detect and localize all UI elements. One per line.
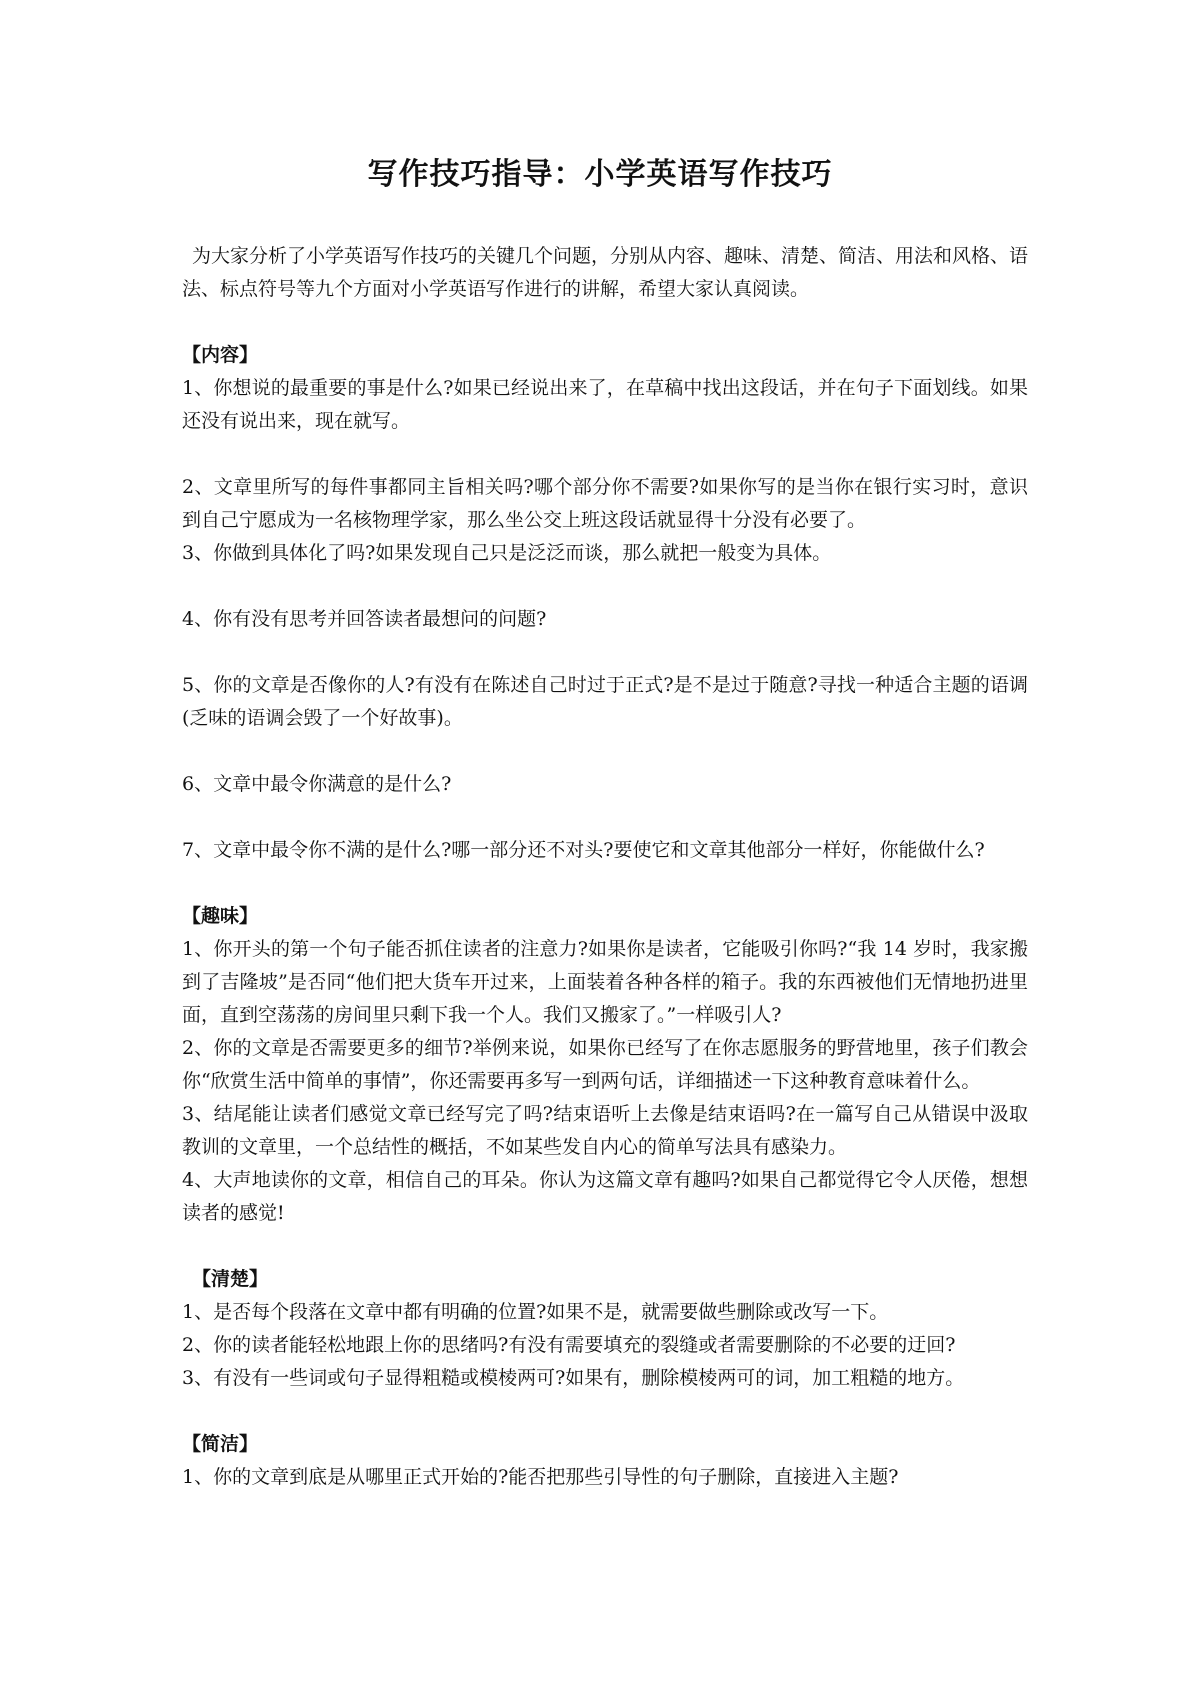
interest-item-1: 1、你开头的第一个句子能否抓住读者的注意力?如果你是读者，它能吸引你吗?“我 14 岁时，我家搬到了吉隆坡”是否同“他们把大货车开过来，上面装着各种各样的箱子。我的东西被他们无情地扔进里面，直到空荡荡的房间里只剩下我一个人。我们又搬家了。”一样吸引人? <box>182 938 1028 1026</box>
section-heading-clarity: 【清楚】 <box>192 1268 269 1290</box>
content-item-5: 5、你的文章是否像你的人?有没有在陈述自己时过于正式?是不是过于随意?寻找一种适合主题的语调(乏味的语调会毁了一个好故事)。 <box>182 674 1028 729</box>
document-body <box>182 240 1028 1494</box>
content-item-1: 1、你想说的最重要的事是什么?如果已经说出来了，在草稿中找出这段话，并在句子下面划线。如果还没有说出来，现在就写。 <box>182 377 1028 432</box>
spacer <box>182 867 1028 900</box>
spacer <box>182 801 1028 834</box>
spacer <box>182 1395 1028 1428</box>
clarity-item-2: 2、你的读者能轻松地跟上你的思绪吗?有没有需要填充的裂缝或者需要删除的不必要的迂回? <box>182 1334 956 1356</box>
spacer <box>182 306 1028 339</box>
concise-item-1: 1、你的文章到底是从哪里正式开始的?能否把那些引导性的句子删除，直接进入主题? <box>182 1466 899 1488</box>
spacer <box>182 636 1028 669</box>
interest-item-4: 4、大声地读你的文章，相信自己的耳朵。你认为这篇文章有趣吗?如果自己都觉得它令人厌倦，想想读者的感觉! <box>182 1169 1028 1224</box>
interest-item-2: 2、你的文章是否需要更多的细节?举例来说，如果你已经写了在你志愿服务的野营地里，孩子们教会你“欣赏生活中简单的事情”，你还需要再多写一到两句话，详细描述一下这种教育意味着什么。 <box>182 1037 1028 1092</box>
intro-paragraph: 为大家分析了小学英语写作技巧的关键几个问题，分别从内容、趣味、清楚、简洁、用法和风格、语法、标点符号等九个方面对小学英语写作进行的讲解，希望大家认真阅读。 <box>182 245 1029 300</box>
content-item-6: 6、文章中最令你满意的是什么? <box>182 773 452 795</box>
section-heading-interest: 【趣味】 <box>182 905 259 927</box>
document-title: 写作技巧指导：小学英语写作技巧 <box>367 157 833 192</box>
content-item-4: 4、你有没有思考并回答读者最想问的问题? <box>182 608 547 630</box>
section-heading-content: 【内容】 <box>182 344 259 366</box>
content-item-7: 7、文章中最令你不满的是什么?哪一部分还不对头?要使它和文章其他部分一样好，你能做什么? <box>182 839 985 861</box>
content-item-2: 2、文章里所写的每件事都同主旨相关吗?哪个部分你不需要?如果你写的是当你在银行实习时，意识到自己宁愿成为一名核物理学家，那么坐公交上班这段话就显得十分没有必要了。 <box>182 476 1028 531</box>
content-item-3: 3、你做到具体化了吗?如果发现自己只是泛泛而谈，那么就把一般变为具体。 <box>182 542 832 564</box>
section-heading-concise: 【简洁】 <box>182 1433 259 1455</box>
interest-item-3: 3、结尾能让读者们感觉文章已经写完了吗?结束语听上去像是结束语吗?在一篇写自己从错误中汲取教训的文章里，一个总结性的概括，不如某些发自内心的简单写法具有感染力。 <box>182 1103 1028 1158</box>
clarity-item-1: 1、是否每个段落在文章中都有明确的位置?如果不是，就需要做些删除或改写一下。 <box>182 1301 889 1323</box>
spacer <box>182 570 1028 603</box>
spacer <box>182 438 1028 471</box>
spacer <box>182 1230 1028 1263</box>
spacer <box>182 735 1028 768</box>
clarity-item-3: 3、有没有一些词或句子显得粗糙或模棱两可?如果有，删除模棱两可的词，加工粗糙的地方。 <box>182 1367 965 1389</box>
